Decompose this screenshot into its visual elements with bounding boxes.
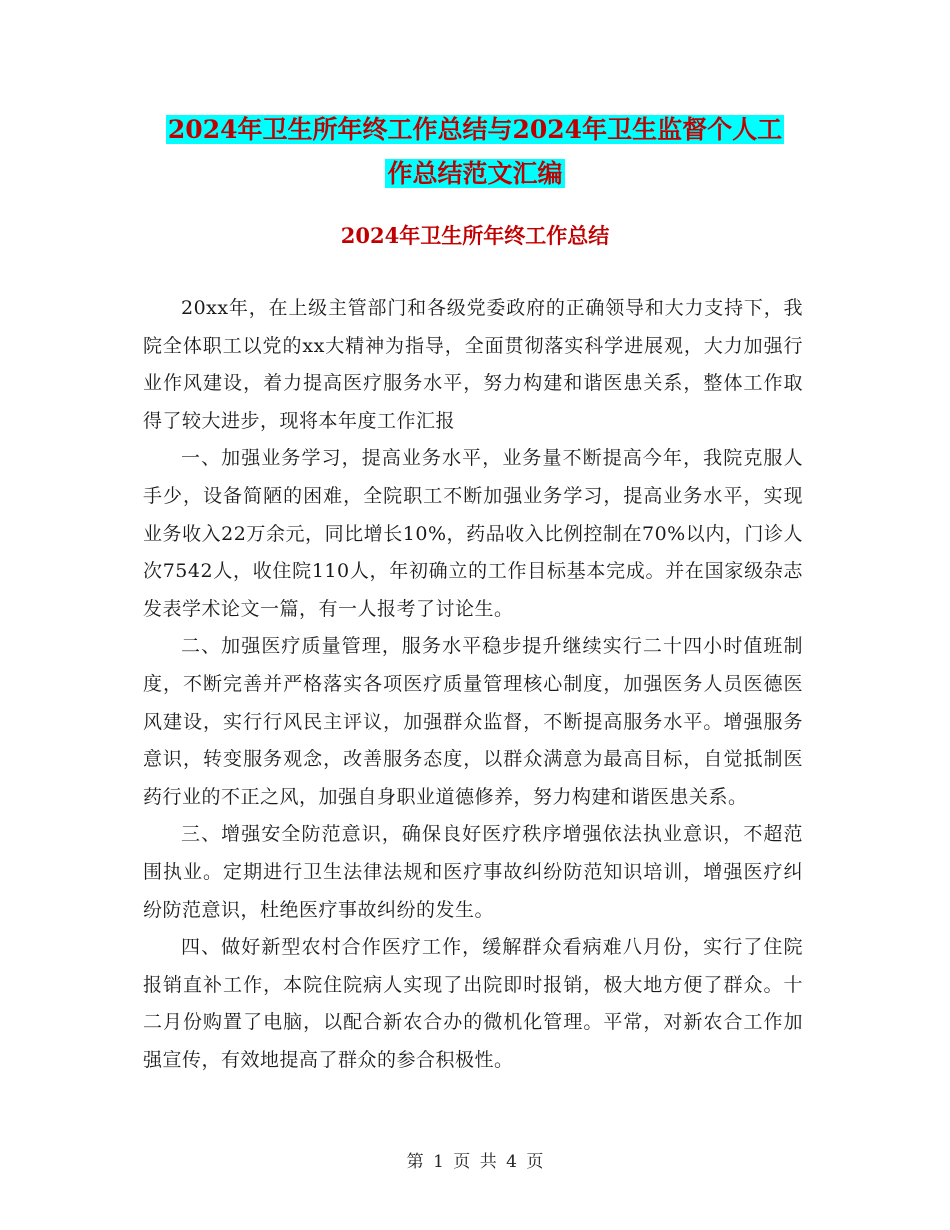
title-highlight-2: 作总结范文汇编 xyxy=(387,159,563,188)
paragraph-intro: 20xx年，在上级主管部门和各级党委政府的正确领导和大力支持下，我院全体职工以党的xx大精神为指导，全面贯彻落实科学进展观，大力加强行业作风建设，着力提高医疗服务水平，努力构建和谐医患关系，整体工作取得了较大进步，现将本年度工作汇报 xyxy=(143,297,803,432)
page-footer: 第 1 页 共 4 页 xyxy=(406,1152,544,1172)
document-body xyxy=(143,290,803,1079)
section-title: 2024年卫生所年终工作总结 xyxy=(340,223,610,248)
title-highlight-1: 2024年卫生所年终工作总结与2024年卫生监督个人工 xyxy=(167,115,783,144)
paragraph-4: 四、做好新型农村合作医疗工作，缓解群众看病难八月份，实行了住院报销直补工作，本院住院病人实现了出院即时报销，极大地方便了群众。十二月份购置了电脑，以配合新农合办的微机化管理。平常，对新农合工作加强宣传，有效地提高了群众的参合积极性。 xyxy=(143,936,803,1071)
paragraph-2: 二、加强医疗质量管理，服务水平稳步提升继续实行二十四小时值班制度，不断完善并严格落实各项医疗质量管理核心制度，加强医务人员医德医风建设，实行行风民主评议，加强群众监督，不断提高服务水平。增强服务意识，转变服务观念，改善服务态度，以群众满意为最高目标，自觉抵制医药行业的不正之风，加强自身职业道德修养，努力构建和谐医患关系。 xyxy=(143,635,803,808)
paragraph-3: 三、增强安全防范意识，确保良好医疗秩序增强依法执业意识，不超范围执业。定期进行卫生法律法规和医疗事故纠纷防范知识培训，增强医疗纠纷防范意识，杜绝医疗事故纠纷的发生。 xyxy=(143,823,803,921)
document-title-line-1 xyxy=(0,108,950,152)
document-title-line-2 xyxy=(0,152,950,196)
paragraph-1: 一、加强业务学习，提高业务水平，业务量不断提高今年，我院克服人手少，设备简陋的困难，全院职工不断加强业务学习，提高业务水平，实现业务收入22万余元，同比增长10%，药品收入比例控制在70%以内，门诊人次7542人，收住院110人，年初确立的工作目标基本完成。并在国家级杂志发表学术论文一篇，有一人报考了讨论生。 xyxy=(143,447,803,620)
